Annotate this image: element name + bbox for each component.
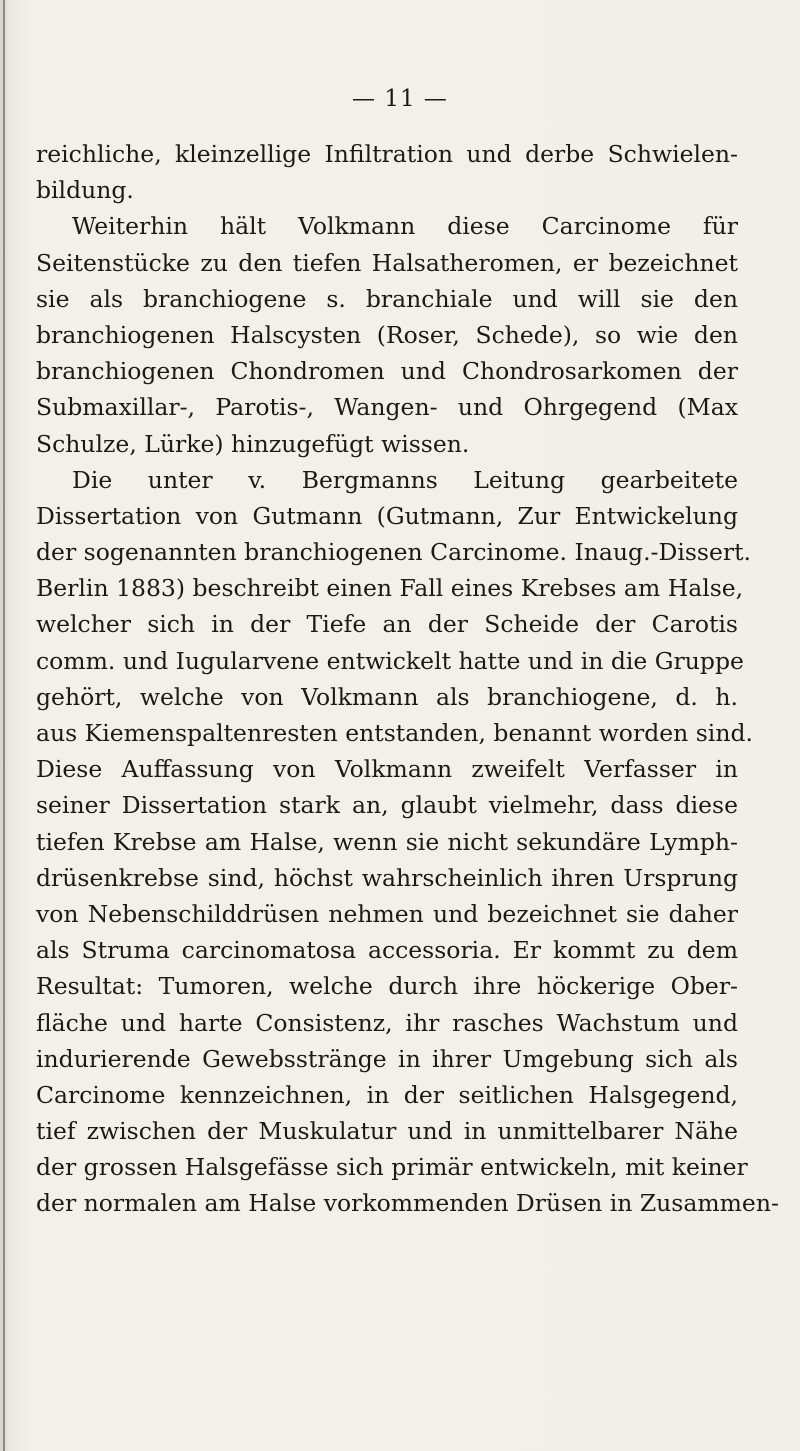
text-line: Resultat: Tumoren, welche durch ihre höckerige Ober-	[36, 972, 738, 1001]
text-line: tief zwischen der Muskulatur und in unmittelbarer Nähe	[36, 1117, 738, 1146]
text-line: der sogenannten branchiogenen Carcinome. Inaug.-Dissert.	[36, 538, 752, 567]
text-line: bildung.	[36, 176, 134, 205]
text-line: gehört, welche von Volkmann als branchiogene, d. h.	[36, 682, 738, 711]
text-line: comm. und Iugularvene entwickelt hatte und in die Gruppe	[36, 646, 744, 675]
text-line: Diese Auffassung von Volkmann zweifelt Verfasser in	[36, 755, 738, 784]
text-line: Dissertation von Gutmann (Gutmann, Zur Entwickelung	[36, 501, 738, 530]
text-line: aus Kiemenspaltenresten entstanden, benannt worden sind.	[36, 719, 753, 747]
text-line: drüsenkrebse sind, höchst wahrscheinlich ihren Ursprung	[36, 863, 738, 892]
text-line: seiner Dissertation stark an, glaubt vielmehr, dass diese	[36, 791, 738, 820]
binding-gutter	[3, 0, 5, 1451]
text-line: als Struma carcinomatosa accessoria. Er kommt zu dem	[36, 936, 738, 965]
text-line: fläche und harte Consistenz, ihr rasches Wachstum und	[36, 1008, 738, 1037]
text-line: reichliche, kleinzellige Infiltration und derbe Schwielen-	[36, 140, 738, 168]
text-line: Submaxillar-, Parotis-, Wangen- und Ohrgegend (Max	[36, 393, 738, 422]
text-line: Seitenstücke zu den tiefen Halsatheromen, er bezeichnet	[36, 248, 738, 277]
text-line: tiefen Krebse am Halse, wenn sie nicht sekundäre Lymph-	[36, 827, 738, 856]
text-line: Schulze, Lürke) hinzugefügt wissen.	[36, 429, 470, 458]
text-line: Weiterhin hält Volkmann diese Carcinome für	[72, 212, 738, 241]
page-number: — 11 —	[352, 86, 448, 112]
text-line: der grossen Halsgefässe sich primär entwickeln, mit keiner	[36, 1153, 748, 1182]
text-line: Berlin 1883) beschreibt einen Fall eines Krebses am Halse,	[36, 574, 744, 603]
text-line: von Nebenschilddrüsen nehmen und bezeichnet sie daher	[36, 899, 738, 928]
text-line: sie als branchiogene s. branchiale und will sie den	[36, 284, 738, 313]
text-line: welcher sich in der Tiefe an der Scheide der Carotis	[36, 610, 738, 639]
text-line: Die unter v. Bergmanns Leitung gearbeitete	[72, 465, 738, 494]
text-line: branchiogenen Chondromen und Chondrosarkomen der	[36, 357, 738, 386]
text-line: branchiogenen Halscysten (Roser, Schede), so wie den	[36, 320, 738, 349]
text-line: indurierende Gewebsstränge in ihrer Umgebung sich als	[36, 1044, 738, 1073]
text-line: der normalen am Halse vorkommenden Drüsen in Zusammen-	[36, 1189, 779, 1218]
body-text	[36, 136, 779, 1222]
text-line: Carcinome kennzeichnen, in der seitlichen Halsgegend,	[36, 1080, 738, 1109]
